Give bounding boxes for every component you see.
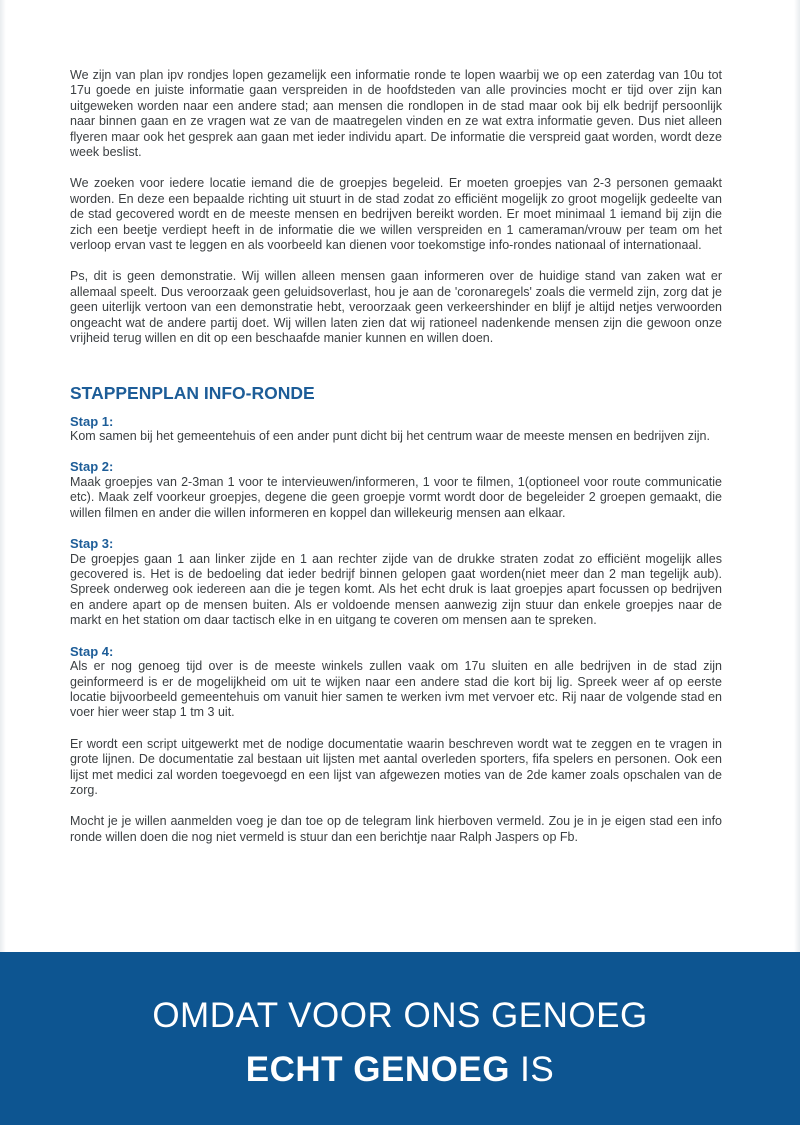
slogan-bold-text: ECHT GENOEG <box>245 1050 510 1089</box>
step-3-text: De groepjes gaan 1 aan linker zijde en 1 aan rechter zijde van de drukke straten zodat zo efficiënt mogelijk alles gecovered is. Het is de bedoeling dat ieder bedrijf binnen gelopen gaat worden(niet meer dan 2 man tegelijk aub). Spreek onderweg ook iedereen aan die je tegen komt. Als het echt druk is laat groepjes apart focussen op bedrijven en andere apart op de mensen buiten. Als er voldoende mensen aanwezig zijn stuur dan enkele groepjes naar de markt en het station om daar tactisch elke in en uitgang te coveren om mensen aan te spreken. <box>70 551 722 628</box>
step-3 <box>70 537 722 629</box>
slogan-line-2 <box>0 1050 800 1090</box>
closing-section <box>70 737 722 845</box>
step-4 <box>70 645 722 721</box>
slogan-banner <box>0 952 800 1125</box>
step-4-text: Als er nog genoeg tijd over is de meeste winkels zullen vaak om 17u sluiten en alle bedrijven in de stad zijn geinformeerd is er de mogelijkheid om uit te wijken naar een andere stad die kort bij lig. Spreek weer af op eerste locatie bijvoorbeeld gemeentehuis om vanuit hier samen te werken ivm met vervoer etc. Rij naar de volgende stad en voer hier weer stap 1 tm 3 uit. <box>70 659 722 720</box>
intro-paragraph-3: Ps, dit is geen demonstratie. Wij willen alleen mensen gaan informeren over de huidige stand van zaken wat er allemaal speelt. Dus veroorzaak geen geluidsoverlast, hou je aan de 'coronaregels' zoals die vermeld zijn, zorg dat je geen uiterlijk vertoon van een demonstratie hebt, veroorzaak geen verkeershinder en blijf je altijd netjes verwoorden ongeacht wat de andere partij doet. Wij willen laten zien dat wij rationeel nadenkende mensen zijn die gewoon onze vrijheid terug willen en dit op een beschaafde manier kunnen en willen doen. <box>70 269 722 346</box>
step-2-title: Stap 2: <box>70 459 114 475</box>
slogan-line-1: OMDAT VOOR ONS GENOEG <box>152 996 648 1035</box>
step-3-title: Stap 3: <box>70 536 114 552</box>
intro-paragraph-2: We zoeken voor iedere locatie iemand die de groepjes begeleid. Er moeten groepjes van 2-3 personen gemaakt worden. En deze een bepaalde richting uit stuurt in de stad zodat zo efficiënt mogelijk zo groot mogelijk gedeelte van de stad gecovered wordt en de meeste mensen en bedrijven bereikt worden. Er moet minimaal 1 iemand bij zijn die zich een beetje verdiept heeft in de informatie die we willen verspreiden en 1 cameraman/vrouw per team om het verloop ervan vast te leggen en als voorbeeld kan dienen voor toekomstige info-rondes nationaal of internationaal. <box>70 176 722 253</box>
step-1-title: Stap 1: <box>70 413 114 429</box>
closing-paragraph-1: Er wordt een script uitgewerkt met de nodige documentatie waarin beschreven wordt wat te zeggen en te vragen in grote lijnen. De documentatie zal bestaan uit lijsten met aantal overleden sporters, fifa spelers en personen. Ook een lijst met medici zal worden toegevoegd en een lijst van afgewezen moties van de 2de kamer zoals opschalen van de zorg. <box>70 736 722 797</box>
section-title: STAPPENPLAN INFO-RONDE <box>70 382 315 403</box>
step-1-text: Kom samen bij het gemeentehuis of een ander punt dicht bij het centrum waar de meeste mensen en bedrijven zijn. <box>70 429 710 443</box>
step-2 <box>70 460 722 521</box>
step-1 <box>70 415 722 445</box>
intro-paragraph-1: We zijn van plan ipv rondjes lopen gezamelijk een informatie ronde te lopen waarbij we op een zaterdag van 10u tot 17u goede en juiste informatie gaan verspreiden in de hoofdsteden van alle provincies mocht er tijd over zijn kan uitgeweken worden naar een andere stad; aan mensen die rondlopen in de stad maar ook bij elk bedrijf persoonlijk naar binnen gaan en ze vragen wat ze van de maatregelen vinden en ze wat extra informatie geven. Dus niet alleen flyeren maar ook het gesprek aan gaan met ieder individu apart. De informatie die verspreid gaat worden, wordt deze week beslist. <box>70 68 722 160</box>
slogan-rest-text: IS <box>509 1050 555 1089</box>
step-2-text: Maak groepjes van 2-3man 1 voor te intervieuwen/informeren, 1 voor te filmen, 1(optioneel voor route communicatie etc). Maak zelf voorkeur groepjes, degene die geen groepje vormt wordt door de begeleider 2 groepen gemaakt, die willen filmen en ander die willen informeren en koppel dan willekeurig mensen aan elkaar. <box>70 474 722 520</box>
closing-paragraph-2: Mocht je je willen aanmelden voeg je dan toe op de telegram link hierboven vermeld. Zou je in je eigen stad een info ronde willen doen die nog niet vermeld is stuur dan een berichtje naar Ralph Jaspers op Fb. <box>70 814 722 844</box>
step-4-title: Stap 4: <box>70 643 114 659</box>
document-body <box>70 68 722 861</box>
